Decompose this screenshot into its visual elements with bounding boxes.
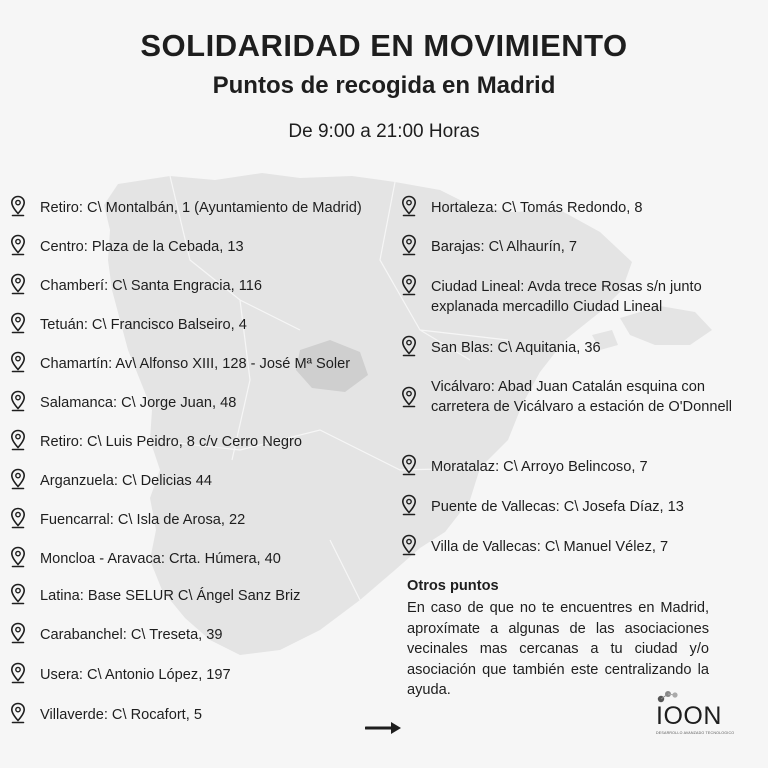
location-address: Moncloa - Aravaca: Crta. Húmera, 40 [40,551,281,567]
list-item [10,471,212,491]
map-pin-icon [10,312,26,334]
list-item [401,457,741,477]
map-pin-icon [10,195,26,217]
list-item [401,338,741,358]
map-pin-icon [10,468,26,490]
location-address: Barajas: C\ Alhaurín, 7 [431,239,578,255]
map-pin-icon [10,234,26,256]
map-pin-icon [10,390,26,412]
map-pin-icon [10,583,26,605]
location-address: Latina: Base SELUR C\ Ángel Sanz Briz [40,588,301,604]
list-item [10,625,223,645]
list-item [10,354,350,374]
location-address: Villaverde: C\ Rocafort, 5 [40,707,202,723]
list-item [10,276,262,296]
map-pin-icon [401,454,417,476]
location-address: Usera: C\ Antonio López, 197 [40,667,231,683]
map-pin-icon [401,494,417,516]
location-address: Retiro: C\ Montalbán, 1 (Ayuntamiento de Madrid) [40,200,362,216]
list-item [10,237,244,257]
location-address: Retiro: C\ Luis Peidro, 8 c/v Cerro Negro [40,434,302,450]
list-item [401,277,741,317]
location-address: Villa de Vallecas: C\ Manuel Vélez, 7 [431,539,669,555]
list-item [401,497,741,517]
map-pin-icon [10,429,26,451]
opening-hours: De 9:00 a 21:00 Horas [288,121,480,142]
location-address: Ciudad Lineal: Avda trece Rosas s/n junto explanada mercadillo Ciudad Lineal [431,279,702,315]
map-pin-icon [10,546,26,568]
location-address: Chamartín: Av\ Alfonso XIII, 128 - José Mª Soler [40,356,351,372]
location-address: Salamanca: C\ Jorge Juan, 48 [40,395,237,411]
map-pin-icon [401,234,417,256]
list-item [10,705,202,725]
list-item [10,586,300,606]
location-address: Centro: Plaza de la Cebada, 13 [40,239,244,255]
map-pin-icon [10,662,26,684]
map-pin-icon [10,351,26,373]
page-subtitle: Puntos de recogida en Madrid [212,72,556,99]
logo-wordmark: IOON [656,702,722,730]
map-pin-icon [401,335,417,357]
list-item [401,237,741,257]
location-address: Chamberí: C\ Santa Engracia, 116 [40,278,262,294]
list-item [10,432,302,452]
list-item [401,198,741,218]
map-pin-icon [401,386,417,408]
map-pin-icon [401,195,417,217]
other-points-text: En caso de que no te encuentres en Madrid, aproxímate a algunas de las asociaciones vecinales mas cercanas a tu ciudad y/o asociación que también este centralizando la ayuda. [407,600,709,698]
list-item [10,549,281,569]
location-address: Moratalaz: C\ Arroyo Belincoso, 7 [431,459,648,475]
map-pin-icon [401,534,417,556]
location-address: Arganzuela: C\ Delicias 44 [40,473,212,489]
map-pin-icon [10,273,26,295]
map-pin-icon [10,507,26,529]
location-address: Fuencarral: C\ Isla de Arosa, 22 [40,512,246,528]
location-address: Hortaleza: C\ Tomás Redondo, 8 [431,200,643,216]
list-item [10,665,231,685]
location-address: Vicálvaro: Abad Juan Catalán esquina con carretera de Vicálvaro a estación de O'Donnell [431,379,733,415]
list-item [10,510,245,530]
location-address: San Blas: C\ Aquitania, 36 [431,340,601,356]
list-item [10,315,247,335]
logo-tagline: DESARROLLO AVANZADO TECNOLOGICO [656,731,735,735]
list-item [401,377,741,417]
location-address: Puente de Vallecas: C\ Josefa Díaz, 13 [431,499,684,515]
location-address: Carabanchel: C\ Treseta, 39 [40,627,223,643]
other-points-heading: Otros puntos [407,578,499,594]
map-pin-icon [401,274,417,296]
map-pin-icon [10,622,26,644]
list-item [10,198,362,218]
map-pin-icon [10,702,26,724]
page-title: SOLIDARIDAD EN MOVIMIENTO [140,28,628,63]
list-item [401,537,741,557]
location-address: Tetuán: C\ Francisco Balseiro, 4 [40,317,247,333]
arrow-right-icon [365,719,403,737]
list-item [10,393,236,413]
